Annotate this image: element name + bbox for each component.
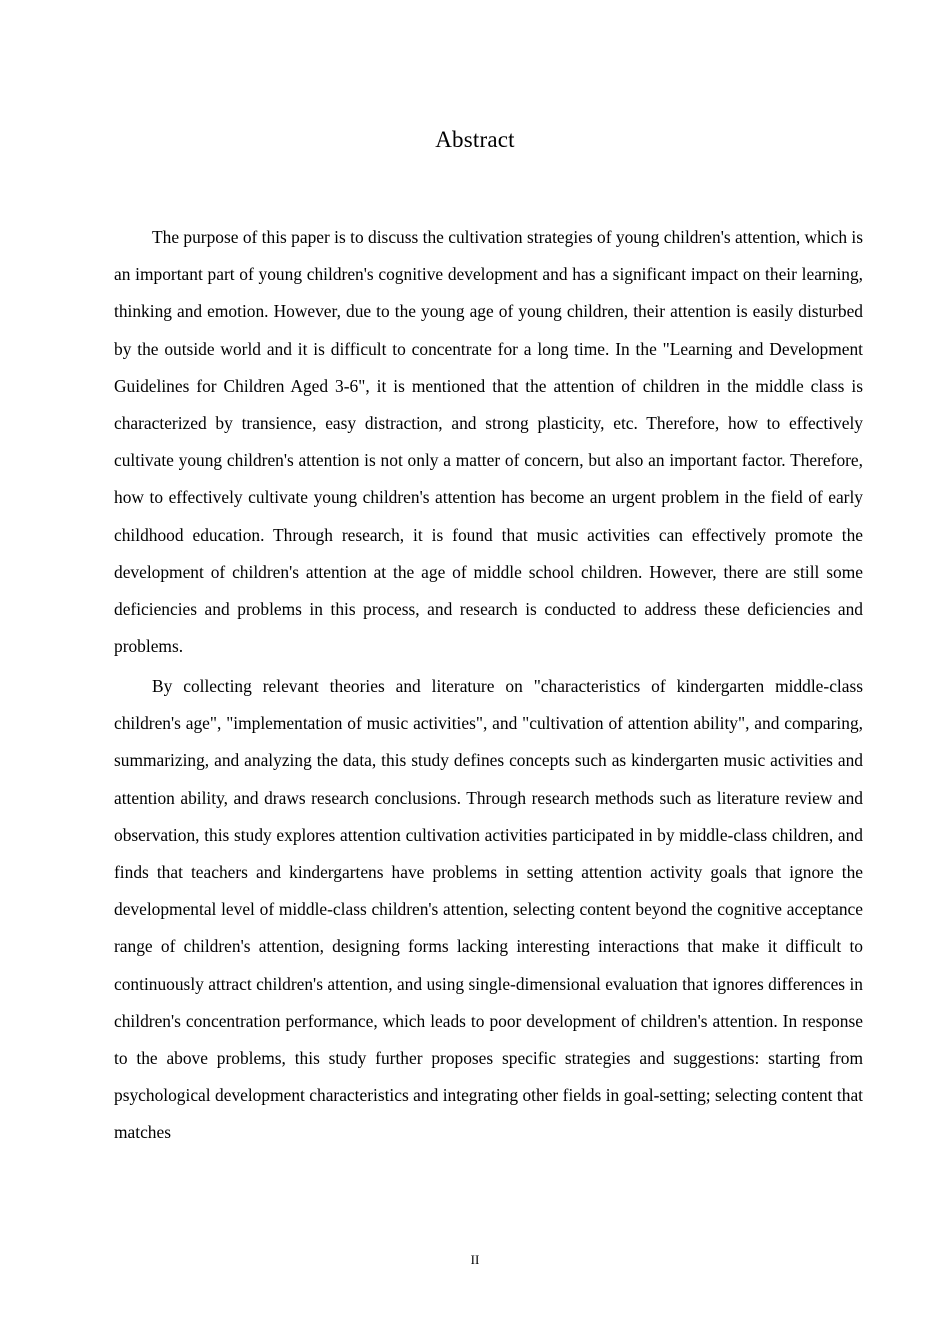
abstract-body [114, 219, 863, 1152]
abstract-paragraph-1: The purpose of this paper is to discuss the cultivation strategies of young children's attention, which is an important part of young children's cognitive development and has a significant impact on their learning, thinking and emotion. However, due to the young age of young children, their attention is easily disturbed by the outside world and it is difficult to concentrate for a long time. In the "Learning and Development Guidelines for Children Aged 3-6", it is mentioned that the attention of children in the middle class is characterized by transience, easy distraction, and strong plasticity, etc. Therefore, how to effectively cultivate young children's attention is not only a matter of concern, but also an important factor. Therefore, how to effectively cultivate young children's attention has become an urgent problem in the field of early childhood education. Through research, it is found that music activities can effectively promote the development of children's attention at the age of middle school children. However, there are still some deficiencies and problems in this process, and research is conducted to address these deficiencies and problems. [114, 227, 863, 657]
page-title: Abstract [435, 127, 515, 152]
page-number: II [470, 1252, 480, 1267]
abstract-paragraph-2: By collecting relevant theories and literature on "characteristics of kindergarten middle-class children's age", "implementation of music activities", and "cultivation of attention ability", and comparing, summarizing, and analyzing the data, this study defines concepts such as kindergarten music activities and attention ability, and draws research conclusions. Through research methods such as literature review and observation, this study explores attention cultivation activities participated in by middle-class children, and finds that teachers and kindergartens have problems in setting attention activity goals that ignore the developmental level of middle-class children's attention, selecting content beyond the cognitive acceptance range of children's attention, designing forms lacking interesting interactions that make it difficult to continuously attract children's attention, and using single-dimensional evaluation that ignores differences in children's concentration performance, which leads to poor development of children's attention. In response to the above problems, this study further proposes specific strategies and suggestions: starting from psychological development characteristics and integrating other fields in goal-setting; selecting content that matches [114, 675, 863, 1143]
